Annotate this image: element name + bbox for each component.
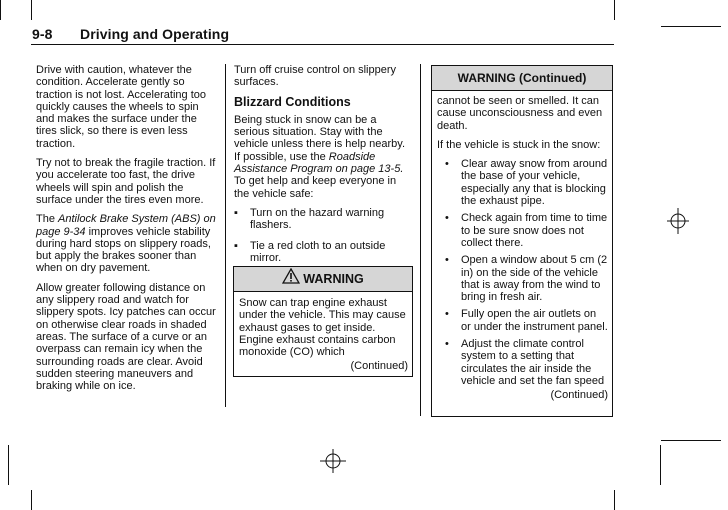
warning-triangle-icon <box>282 268 300 292</box>
crop-mark <box>661 440 721 441</box>
cross-reference: Antilock Brake System (ABS) on page 9-34 <box>36 213 216 238</box>
column-2 <box>234 64 414 272</box>
page-header <box>32 26 229 42</box>
text: The <box>36 213 55 226</box>
list-item-text: Adjust the climate control system to a setting that circulates the air inside the vehicle and set the fan speed <box>461 338 605 387</box>
paragraph: If the vehicle is stuck in the snow: <box>437 138 601 151</box>
crop-mark <box>8 445 9 485</box>
list-item <box>445 158 608 207</box>
list-item-text: Tie a red cloth to an outside mirror. <box>250 239 386 264</box>
section-heading: Blizzard Conditions <box>234 94 351 109</box>
text: Being stuck in snow can be a serious situation. Stay with the vehicle unless there is help nearby. If possible, use the <box>234 113 406 163</box>
paragraph: Try not to break the fragile traction. If you accelerate too fast, the drive wheels will spin and polish the surface under the tires even more. <box>36 157 216 206</box>
column-1 <box>36 64 219 399</box>
page-number: 9-8 <box>32 26 53 42</box>
text: improves vehicle stability during hard stops on slippery roads, but apply the brakes sooner than when on dry pavement. <box>36 225 211 275</box>
list-item <box>445 254 608 303</box>
list-item <box>234 240 414 265</box>
continued-label: (Continued) <box>550 389 608 402</box>
crop-mark <box>661 26 721 27</box>
paragraph: cannot be seen or smelled. It can cause unconsciousness and even death. <box>437 95 603 132</box>
bullet-dot-icon: • <box>445 254 449 267</box>
continued-label: (Continued) <box>350 360 408 373</box>
warning-body <box>432 91 612 402</box>
crop-mark <box>31 0 32 20</box>
bullet-dot-icon: • <box>445 338 449 351</box>
registration-mark-icon <box>667 208 689 239</box>
list-item-text: Turn on the hazard warning flashers. <box>250 206 385 232</box>
text: To get help and keep everyone in the vehicle safe: <box>234 175 397 200</box>
bullet-list <box>437 158 608 387</box>
warning-title: WARNING <box>303 272 364 286</box>
cross-reference: Roadside Assistance Program on page 13-5. <box>234 150 404 176</box>
list-item-text: Fully open the air outlets on or under the instrument panel. <box>461 308 608 333</box>
list-item <box>445 338 608 387</box>
warning-box <box>233 266 413 377</box>
column-divider-2 <box>420 64 421 416</box>
paragraph: Drive with caution, whatever the condition. Accelerate gently so traction is not lost. Accelerating too quickly causes the wheels to spin and makes the surface under the tires slick, so there is even less traction. <box>36 64 206 150</box>
crop-mark <box>31 490 32 510</box>
crop-mark <box>0 0 1 20</box>
section-title: Driving and Operating <box>80 26 230 42</box>
bullet-list <box>234 207 414 264</box>
bullet-dot-icon: • <box>445 308 449 321</box>
warning-header <box>234 267 412 292</box>
crop-mark <box>614 0 615 20</box>
bullet-square-icon: ▪ <box>234 206 238 219</box>
header-rule <box>31 44 614 45</box>
paragraph <box>234 114 414 200</box>
column-divider-1 <box>225 64 226 407</box>
warning-body <box>234 292 412 376</box>
warning-text: Snow can trap engine exhaust under the vehicle. This may cause exhaust gases to get inside. Engine exhaust contains carbon monoxide (CO) which <box>239 297 406 359</box>
bullet-dot-icon: • <box>445 212 449 225</box>
list-item <box>445 308 608 333</box>
crop-mark <box>660 445 661 485</box>
registration-mark-icon <box>320 449 346 478</box>
warning-header: WARNING (Continued) <box>432 66 612 91</box>
bullet-square-icon: ▪ <box>234 239 238 252</box>
list-item <box>234 207 414 232</box>
list-item <box>445 212 608 249</box>
bullet-dot-icon: • <box>445 158 449 171</box>
paragraph <box>36 213 219 274</box>
list-item-text: Check again from time to time to be sure snow does not collect there. <box>461 212 608 249</box>
list-item-text: Clear away snow from around the base of your vehicle, especially any that is blocking the exhaust pipe. <box>461 158 608 208</box>
paragraph: Allow greater following distance on any slippery road and watch for slippery spots. Icy patches can occur on otherwise clear roads in shaded areas. The surface of a curve or an overpass can remain icy when the surrounding roads are clear. Avoid sudden steering maneuvers and braking while on ice. <box>36 281 216 393</box>
crop-mark <box>614 490 615 510</box>
list-item-text: Open a window about 5 cm (2 in) on the side of the vehicle that is away from the wind to bring in fresh air. <box>461 254 608 304</box>
paragraph: Turn off cruise control on slippery surfaces. <box>234 64 397 89</box>
warning-box-continued <box>431 65 613 417</box>
